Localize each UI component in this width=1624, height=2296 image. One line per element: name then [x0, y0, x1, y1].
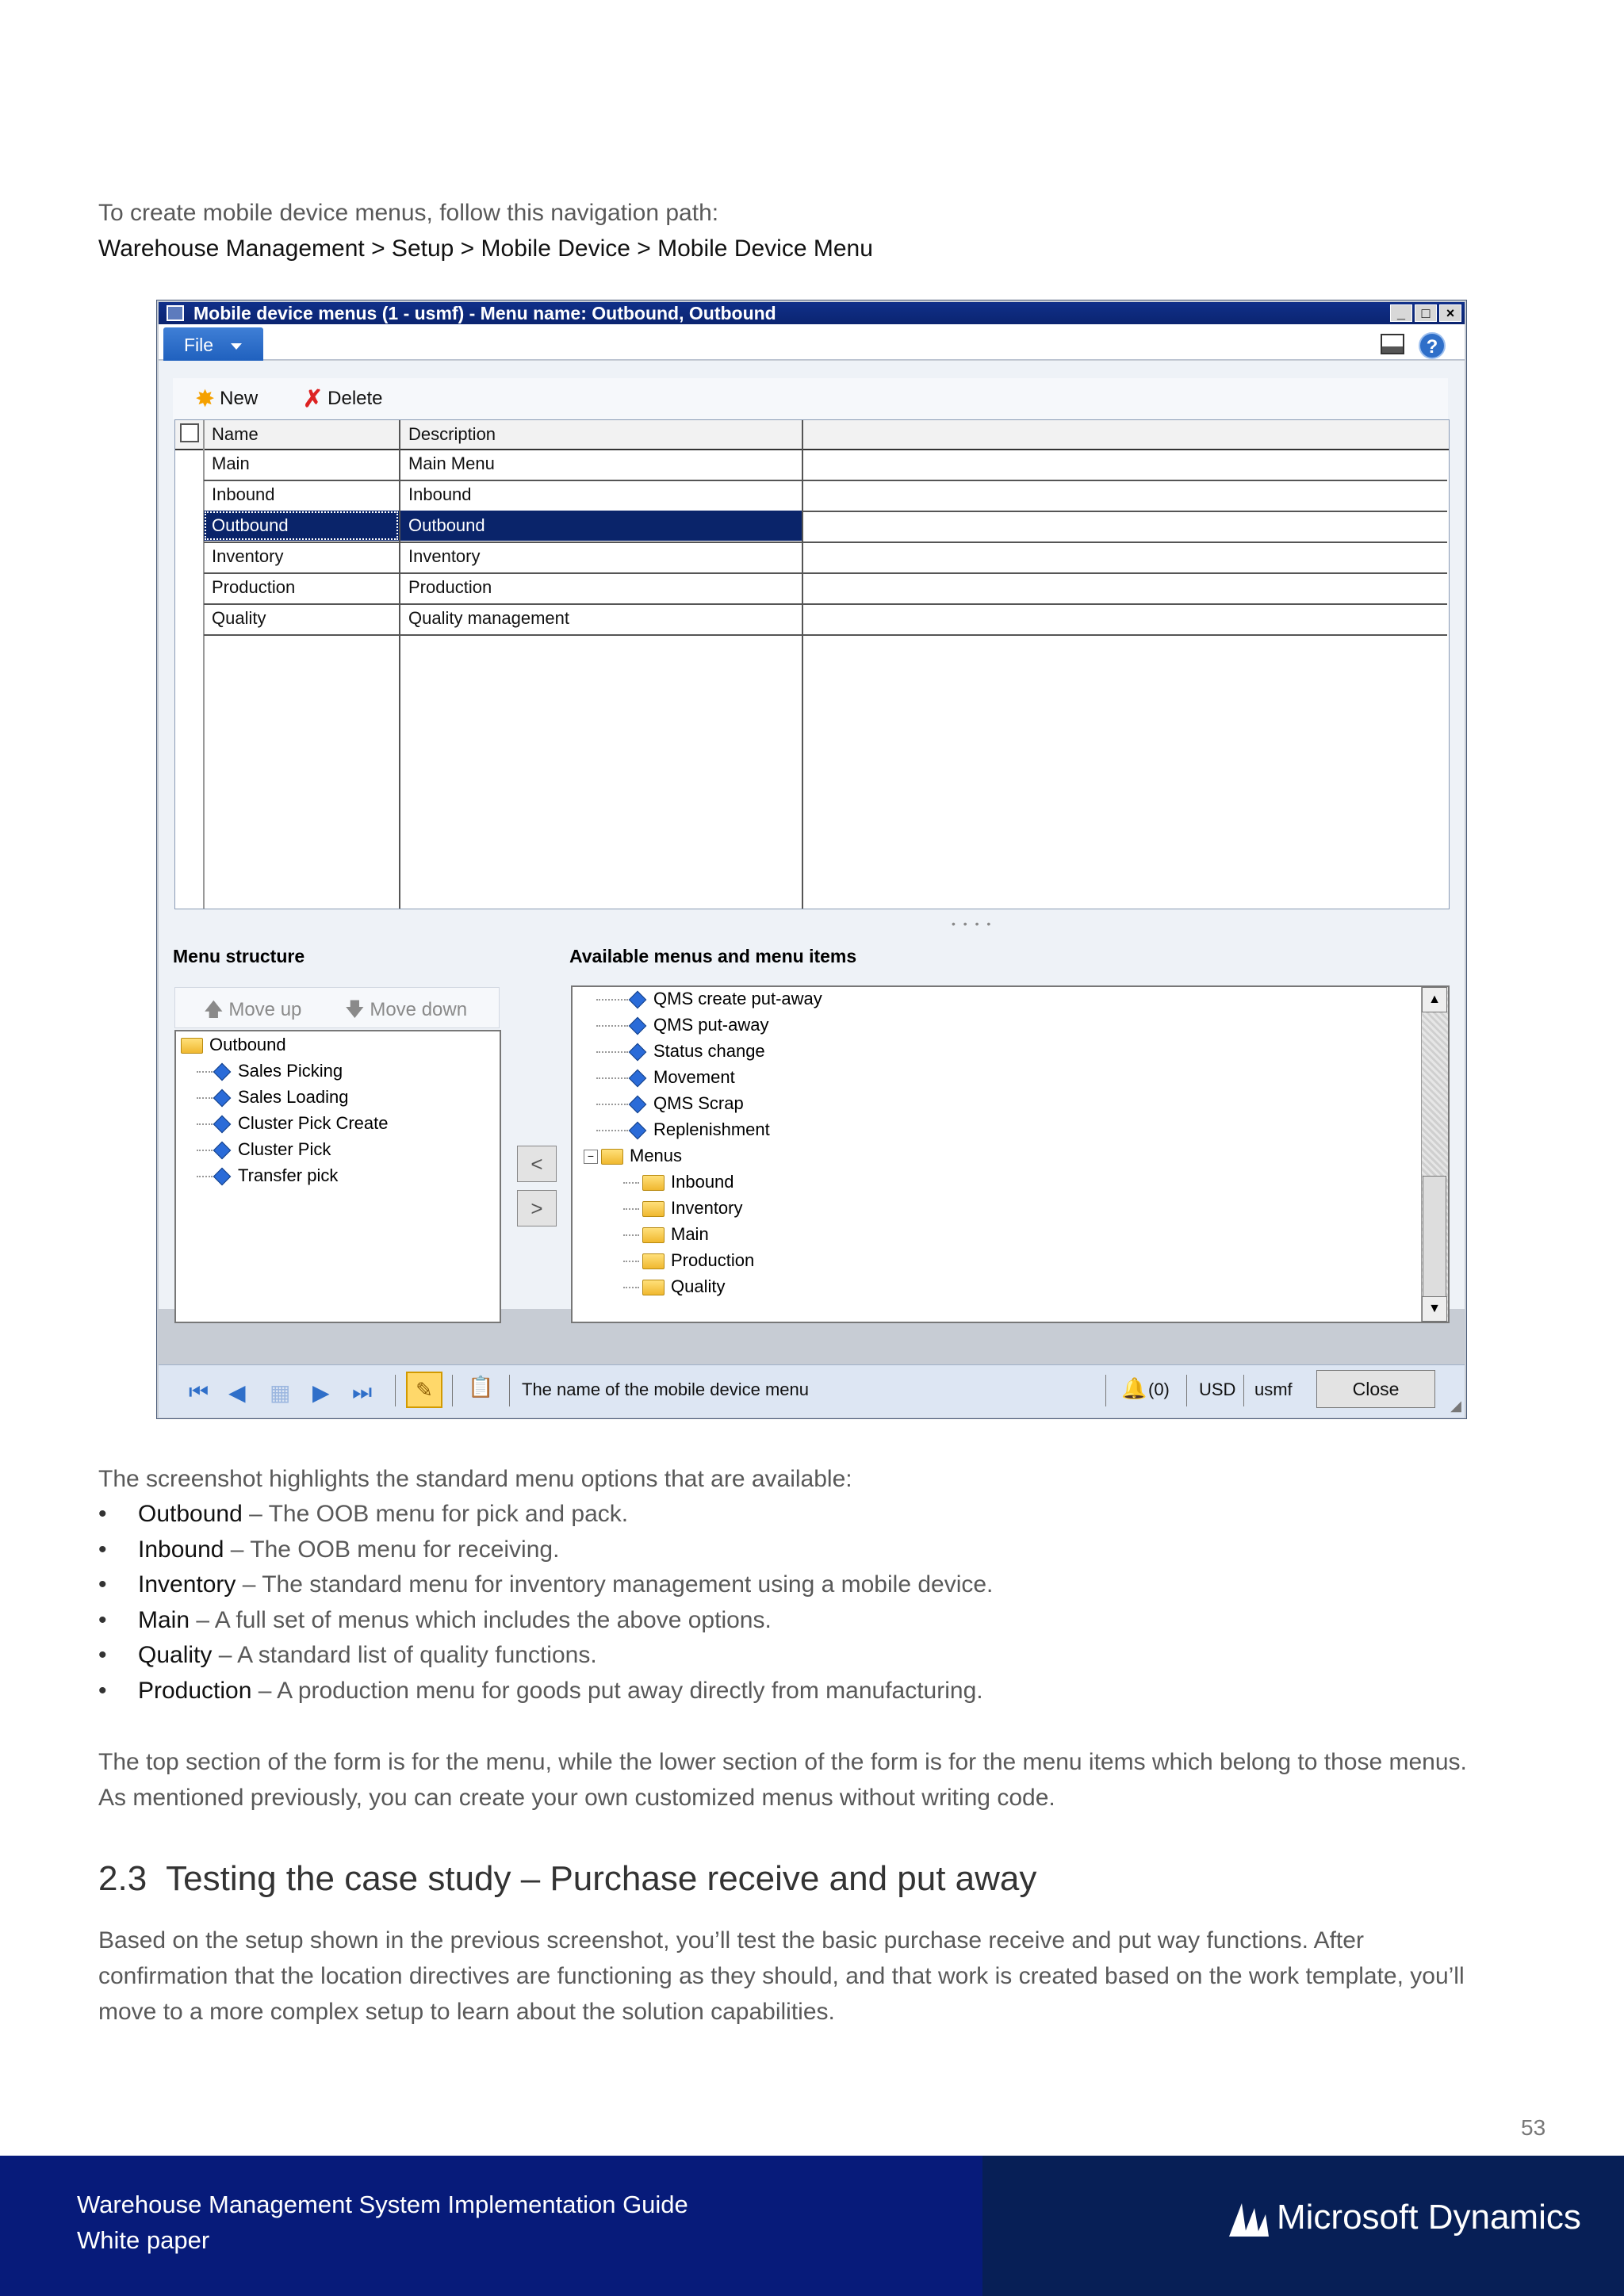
tree-connector	[596, 999, 628, 1001]
grid-header	[175, 420, 1449, 450]
delete-button[interactable]	[303, 386, 383, 412]
divider	[1243, 1375, 1244, 1406]
remove-from-menu-button[interactable]: >	[517, 1190, 557, 1226]
tree-node-label: Outbound	[209, 1035, 286, 1054]
folder-icon	[601, 1149, 623, 1165]
cell-name: Production	[212, 577, 296, 597]
new-button[interactable]	[195, 386, 258, 412]
tree-connector	[197, 1150, 213, 1151]
cell-description: Main Menu	[408, 453, 495, 473]
form-body	[159, 361, 1465, 1315]
tree-connector	[623, 1287, 639, 1288]
cell-description: Quality management	[408, 608, 569, 628]
available-menus-tree	[571, 985, 1450, 1323]
cell-description: Production	[408, 577, 492, 597]
tree-connector	[197, 1176, 213, 1177]
cell-name: Inventory	[212, 546, 284, 566]
list-item	[98, 1567, 993, 1603]
bell-icon[interactable]: 🔔	[1121, 1376, 1147, 1400]
menu-item-icon	[629, 1096, 647, 1114]
vertical-scrollbar[interactable]	[1421, 987, 1448, 1322]
footer-text	[77, 2187, 688, 2258]
status-help-text: The name of the mobile device menu	[522, 1380, 809, 1399]
tree-node-menu[interactable]	[623, 1170, 734, 1194]
move-down-label: Move down	[370, 999, 468, 1020]
notification-count[interactable]: (0)	[1148, 1380, 1170, 1399]
tree-node-item[interactable]	[197, 1112, 389, 1135]
folder-icon	[642, 1201, 665, 1217]
splitter-handle[interactable]: • • • •	[952, 917, 994, 930]
intro-text	[98, 195, 873, 266]
folder-icon	[181, 1038, 203, 1054]
form-sections-paragraph	[98, 1744, 1467, 1816]
scroll-thumb[interactable]	[1423, 1176, 1446, 1311]
cell-description: Inventory	[408, 546, 481, 566]
list-desc: – A production menu for goods put away directly from manufacturing.	[251, 1677, 983, 1704]
tree-node-item[interactable]	[197, 1164, 338, 1188]
tree-node-label: Menus	[630, 1146, 683, 1165]
page-number: 53	[1521, 2115, 1546, 2140]
tree-node-label: Quality	[671, 1276, 726, 1296]
list-term: Quality	[138, 1642, 213, 1669]
company-indicator: usmf	[1254, 1380, 1293, 1399]
divider	[1186, 1375, 1187, 1406]
menu-item-icon	[213, 1089, 232, 1108]
tree-node-label: Cluster Pick	[238, 1139, 331, 1159]
cell-name: Outbound	[204, 511, 399, 541]
tree-node-root[interactable]	[181, 1033, 286, 1057]
logo-text: Microsoft Dynamics	[1277, 2198, 1581, 2237]
menu-bar	[159, 324, 1465, 360]
grid-view-icon[interactable]: ▦	[270, 1380, 291, 1405]
tree-node-label: Production	[671, 1250, 755, 1270]
folder-icon	[642, 1175, 665, 1191]
tree-node-label: Replenishment	[653, 1119, 770, 1139]
tree-node-menu[interactable]	[623, 1223, 709, 1246]
folder-icon	[642, 1280, 665, 1295]
tree-connector	[596, 1051, 628, 1053]
table-row[interactable]	[204, 603, 1447, 636]
menu-item-icon	[213, 1168, 232, 1186]
tree-node-item[interactable]	[197, 1138, 331, 1161]
status-bar	[159, 1364, 1465, 1418]
collapse-icon[interactable]: −	[584, 1150, 598, 1164]
menu-item-icon	[213, 1115, 232, 1134]
intro-line: To create mobile device menus, follow this navigation path:	[98, 200, 719, 226]
tree-node-item[interactable]	[197, 1059, 343, 1083]
close-button[interactable]: Close	[1316, 1370, 1435, 1408]
list-term: Production	[138, 1677, 252, 1704]
tree-node-label: Transfer pick	[238, 1165, 339, 1185]
menu-item-icon	[629, 1070, 647, 1088]
next-record-icon[interactable]: ▶	[312, 1380, 330, 1405]
tree-node-label: Inventory	[671, 1198, 743, 1218]
table-row[interactable]	[204, 480, 1447, 512]
tree-connector	[623, 1234, 639, 1236]
tree-node-menus[interactable]	[584, 1144, 682, 1168]
tree-connector	[623, 1182, 639, 1184]
move-up-label: Move up	[228, 999, 302, 1020]
footer-title: Warehouse Management System Implementation Guide	[77, 2191, 688, 2218]
tree-node-label: Movement	[653, 1067, 735, 1087]
menu-structure-label: Menu structure	[173, 946, 305, 966]
menu-item-icon	[629, 1017, 647, 1035]
divider	[452, 1375, 453, 1406]
delete-label: Delete	[327, 388, 383, 409]
divider	[1105, 1375, 1106, 1406]
mobile-device-menus-window	[156, 300, 1467, 1419]
tree-node-label: QMS put-away	[653, 1015, 769, 1035]
tree-connector	[596, 1025, 628, 1027]
paragraph-line: The top section of the form is for the menu, while the lower section of the form is for the menu items which belong to those menus.	[98, 1749, 1467, 1775]
tree-connector	[197, 1097, 213, 1099]
section-title: Testing the case study – Purchase receive and put away	[166, 1859, 1037, 1898]
chevron-down-icon	[231, 343, 242, 350]
tree-node-label: Inbound	[671, 1172, 734, 1192]
paragraph-line: Based on the setup shown in the previous screenshot, you’ll test the basic purchase receive and put way functions. After	[98, 1927, 1364, 1954]
menu-options-list	[98, 1497, 993, 1709]
list-desc: – A standard list of quality functions.	[212, 1642, 597, 1669]
list-term: Inventory	[138, 1571, 236, 1598]
layout-icon[interactable]	[1381, 334, 1404, 354]
tree-node-label: Status change	[653, 1041, 765, 1061]
window-title: Mobile device menus (1 - usmf) - Menu name: Outbound, Outbound	[193, 303, 776, 323]
paragraph-line: As mentioned previously, you can create your own customized menus without writing code.	[98, 1785, 1055, 1811]
file-label: File	[184, 335, 214, 355]
cell-name: Quality	[212, 608, 266, 628]
list-item	[98, 1638, 993, 1674]
footer-subtitle: White paper	[77, 2226, 210, 2254]
file-menu-button[interactable]	[163, 327, 263, 362]
table-row-selected[interactable]	[204, 511, 1447, 543]
microsoft-dynamics-logo	[1228, 2198, 1581, 2238]
currency-indicator: USD	[1199, 1380, 1236, 1399]
list-item	[98, 1603, 993, 1639]
move-toolbar	[174, 987, 500, 1028]
menu-structure-tree	[174, 1030, 501, 1323]
paragraph-line: confirmation that the location directives are functioning as they should, and that work is created based on the work template, you’ll	[98, 1963, 1465, 1989]
scroll-up-icon[interactable]: ▲	[1422, 987, 1447, 1012]
cell-name: Main	[212, 453, 250, 473]
tree-node-label: Main	[671, 1224, 709, 1244]
tree-node-item[interactable]	[596, 987, 822, 1011]
window-app-icon	[167, 305, 184, 321]
menu-item-icon	[629, 1043, 647, 1062]
list-term: Inbound	[138, 1536, 224, 1563]
cell-name: Inbound	[212, 484, 275, 504]
tree-node-label: Sales Loading	[238, 1087, 349, 1107]
menu-item-icon	[213, 1063, 232, 1081]
folder-icon	[642, 1227, 665, 1243]
close-icon[interactable]: ×	[1439, 304, 1461, 322]
column-header-name[interactable]: Name	[212, 424, 259, 444]
navigation-path: Warehouse Management > Setup > Mobile Device > Mobile Device Menu	[98, 235, 873, 262]
tree-connector	[596, 1077, 628, 1079]
available-menus-label: Available menus and menu items	[569, 946, 857, 966]
table-row[interactable]	[204, 449, 1447, 481]
list-item	[98, 1497, 993, 1533]
list-term: Main	[138, 1606, 190, 1633]
tree-connector	[596, 1130, 628, 1131]
table-row[interactable]	[204, 572, 1447, 605]
list-term: Outbound	[138, 1501, 243, 1527]
move-up-button[interactable]: 🡅 Move up	[204, 999, 302, 1020]
menu-item-icon	[629, 991, 647, 1009]
maximize-icon[interactable]: □	[1415, 304, 1437, 322]
scroll-down-icon[interactable]: ▼	[1422, 1296, 1447, 1322]
previous-record-icon[interactable]: ◀	[228, 1380, 246, 1405]
delete-icon: ✗	[303, 385, 324, 412]
new-star-icon: ✸	[195, 385, 216, 412]
section-number: 2.3	[98, 1859, 147, 1898]
menu-item-icon	[629, 1122, 647, 1140]
list-item	[98, 1533, 993, 1568]
section-heading	[98, 1859, 1036, 1899]
menu-item-icon	[213, 1142, 232, 1160]
tree-node-label: QMS create put-away	[653, 989, 822, 1008]
tree-connector	[596, 1104, 628, 1105]
new-label: New	[220, 388, 259, 409]
tree-connector	[623, 1208, 639, 1210]
select-all-checkbox[interactable]	[180, 423, 199, 442]
list-desc: – The OOB menu for receiving.	[224, 1536, 560, 1563]
last-record-icon[interactable]: ⏭	[352, 1380, 373, 1404]
paragraph-line: move to a more complex setup to learn about the solution capabilities.	[98, 1999, 835, 2025]
list-item	[98, 1674, 993, 1709]
divider	[509, 1375, 510, 1406]
tree-node-label: Sales Picking	[238, 1061, 343, 1081]
edit-pencil-icon[interactable]: ✎	[406, 1372, 442, 1408]
tree-node-item[interactable]	[596, 1013, 769, 1037]
tree-node-menu[interactable]	[623, 1275, 725, 1299]
minimize-icon[interactable]: _	[1390, 304, 1412, 322]
attachment-icon[interactable]: 📋	[468, 1375, 494, 1399]
column-header-description[interactable]: Description	[408, 424, 496, 444]
add-to-menu-button[interactable]: <	[517, 1146, 557, 1182]
window-titlebar[interactable]	[159, 302, 1465, 324]
tree-node-item[interactable]	[596, 1118, 770, 1142]
highlight-intro: The screenshot highlights the standard menu options that are available:	[98, 1466, 852, 1492]
first-record-icon[interactable]: ⏮	[189, 1380, 209, 1404]
tree-node-item[interactable]	[596, 1039, 765, 1063]
action-toolbar	[173, 378, 1448, 419]
tree-node-menu[interactable]	[623, 1196, 743, 1220]
tree-node-menu[interactable]	[623, 1249, 754, 1272]
move-down-button[interactable]: 🡇 Move down	[345, 999, 468, 1020]
tree-node-item[interactable]	[197, 1085, 348, 1109]
list-desc: – The OOB menu for pick and pack.	[242, 1501, 629, 1527]
tree-node-label: QMS Scrap	[653, 1093, 744, 1113]
testing-paragraph	[98, 1923, 1465, 2030]
help-icon[interactable]: ?	[1419, 332, 1446, 359]
tree-node-label: Cluster Pick Create	[238, 1113, 389, 1133]
resize-grip-icon[interactable]: ◢	[1450, 1398, 1461, 1414]
menus-grid	[174, 419, 1450, 909]
tree-node-item[interactable]	[596, 1066, 735, 1089]
table-row[interactable]	[204, 541, 1447, 574]
dynamics-logo-icon	[1228, 2200, 1270, 2238]
folder-icon	[642, 1253, 665, 1269]
tree-node-item[interactable]	[596, 1092, 744, 1115]
list-desc: – A full set of menus which includes the above options.	[190, 1606, 772, 1633]
cell-description: Inbound	[408, 484, 472, 504]
tree-connector	[197, 1123, 213, 1125]
tree-connector	[197, 1071, 213, 1073]
list-desc: – The standard menu for inventory management using a mobile device.	[236, 1571, 994, 1598]
tree-connector	[623, 1261, 639, 1262]
divider	[395, 1375, 396, 1406]
cell-description: Outbound	[400, 511, 802, 541]
